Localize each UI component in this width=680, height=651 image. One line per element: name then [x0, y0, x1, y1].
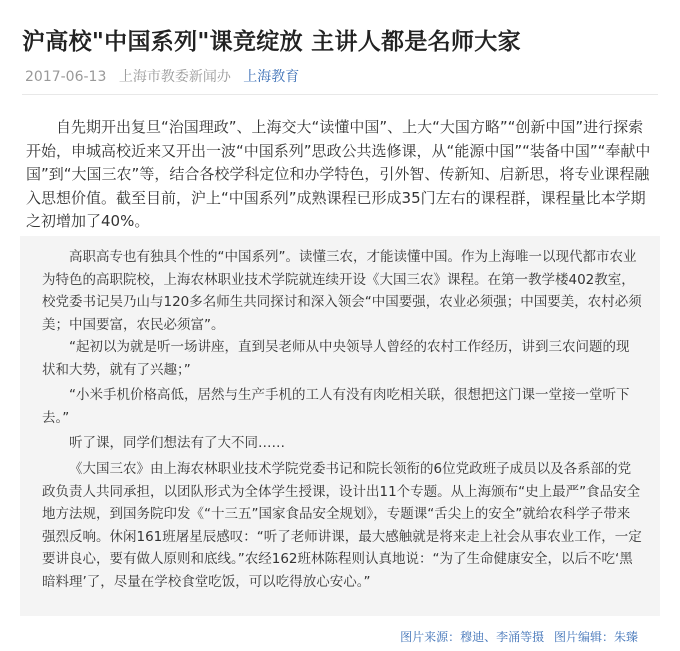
quote-paragraph: 《大国三农》由上海农林职业技术学院党委书记和院长领衔的6位党政班子成员以及各系部的党政负责人共同承担，以团队形式为全体学生授课，设计出11个专题。从上海颁布“史上最严”食品安全地方法规，到国务院印发《“十三五”国家食品安全规划》，专题课“舌尖上的安全”就给农科学子带来强烈反响。休闲161班屠星辰感叹：“听了老师讲课，最大感触就是将来走上社会从事农业工作，一定要讲良心，要有做人原则和底线。”农经162班林陈程则认真地说：“为了生命健康安全，以后不吃‘黑暗料理’了，尽量在学校食堂吃饭，可以吃得放心安心。”: [42, 461, 642, 590]
account-link[interactable]: 上海教育: [243, 69, 300, 85]
publish-date: 2017-06-13: [25, 69, 107, 85]
quote-paragraph: 高职高专也有独具个性的“中国系列”。读懂三农，才能读懂中国。作为上海唯一以现代都市农业为特色的高职院校，上海农林职业技术学院就连续开设《大国三农》课程。在第一教学楼402教室，校党委书记吴乃山与120多名师生共同探讨和深入领会“中国要强，农业必须强；中国要美，农村必须美；中国要富，农民必须富”。: [42, 249, 642, 333]
editor-credit: 图片编辑：朱臻: [553, 630, 638, 644]
article-meta: [25, 66, 299, 86]
image-credits: [394, 628, 638, 645]
article-source: 上海市教委新闻办: [118, 69, 231, 85]
header-divider: [22, 94, 658, 95]
quote-paragraph: 听了课，同学们想法有了大不同……: [69, 435, 285, 451]
photo-credit: 图片来源：穆迪、李涌等摄: [400, 630, 545, 644]
lead-paragraph: 自先期开出复旦“治国理政”、上海交大“读懂中国”、上大“大国方略”“创新中国”进行探索开始，申城高校近来又开出一波“中国系列”思政公共选修课，从“能源中国”“装备中国”“奉献中国”到“大国三农”等，结合各校学科定位和办学特色，引外智、传新知、启新思，将专业课程融入思想价值。截至目前，沪上“中国系列”成熟课程已形成35门左右的课程群，课程量比本学期之初增加了40%。: [26, 118, 651, 230]
page-title: 沪高校"中国系列"课竞绽放 主讲人都是名师大家: [22, 29, 521, 56]
quote-paragraph: “起初以为就是听一场讲座，直到吴老师从中央领导人曾经的农村工作经历，讲到三农问题的现状和大势，就有了兴趣；”: [42, 339, 630, 378]
quote-paragraph: “小米手机价格高低，居然与生产手机的工人有没有肉吃相关联，很想把这门课一堂接一堂听下去。”: [42, 387, 630, 426]
